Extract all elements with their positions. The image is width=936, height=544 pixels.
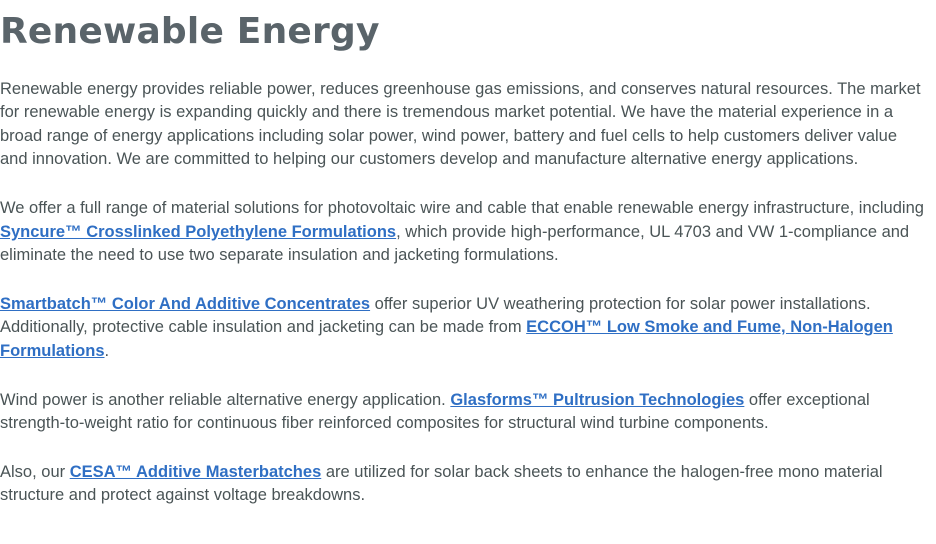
page-title: Renewable Energy: [0, 11, 380, 52]
paragraph-p1: [0, 78, 926, 172]
paragraph-text: Renewable energy provides reliable power, reduces greenhouse gas emissions, and conserves natural resources. The market for renewable energy is expanding quickly and there is tremendous market potential. We have the material experience in a broad range of energy applications including solar power, wind power, battery and fuel cells to help customers deliver value and innovation. We are committed to helping our customers develop and manufacture alternative energy applications.: [0, 79, 921, 169]
paragraph-text: , which provide high-performance, UL 4703 and VW 1-compliance and eliminate the need to use two separate insulation and jacketing formulations.: [0, 222, 910, 265]
product-link[interactable]: Syncure™ Crosslinked Polyethylene Formulations: [0, 222, 397, 241]
paragraph-text: offer exceptional strength-to-weight ratio for continuous fiber reinforced composites for structural wind turbine components.: [0, 390, 870, 433]
paragraph-p2: [0, 197, 926, 268]
document-body: [0, 78, 926, 508]
paragraph-text: are utilized for solar back sheets to enhance the halogen-free mono material structure and protect against voltage breakdowns.: [0, 462, 883, 505]
product-link[interactable]: CESA™ Additive Masterbatches: [69, 462, 322, 481]
product-link[interactable]: Glasforms™ Pultrusion Technologies: [450, 390, 745, 409]
paragraph-text: Also, our: [0, 462, 70, 481]
paragraph-p5: [0, 461, 926, 508]
product-link[interactable]: Smartbatch™ Color And Additive Concentrates: [0, 294, 371, 313]
paragraph-p4: [0, 389, 926, 436]
paragraph-p3: [0, 293, 926, 364]
product-link[interactable]: ECCOH™ Low Smoke and Fume, Non-Halogen Formulations: [0, 318, 893, 360]
paragraph-text: offer superior UV weathering protection for solar power installations. Additionally, protective cable insulation and jacketing can be made from: [0, 294, 871, 337]
paragraph-text: We offer a full range of material solutions for photovoltaic wire and cable that enable renewable energy infrastructure, including: [0, 198, 924, 217]
paragraph-text: Wind power is another reliable alternative energy application.: [0, 390, 451, 409]
paragraph-text: .: [104, 341, 110, 360]
